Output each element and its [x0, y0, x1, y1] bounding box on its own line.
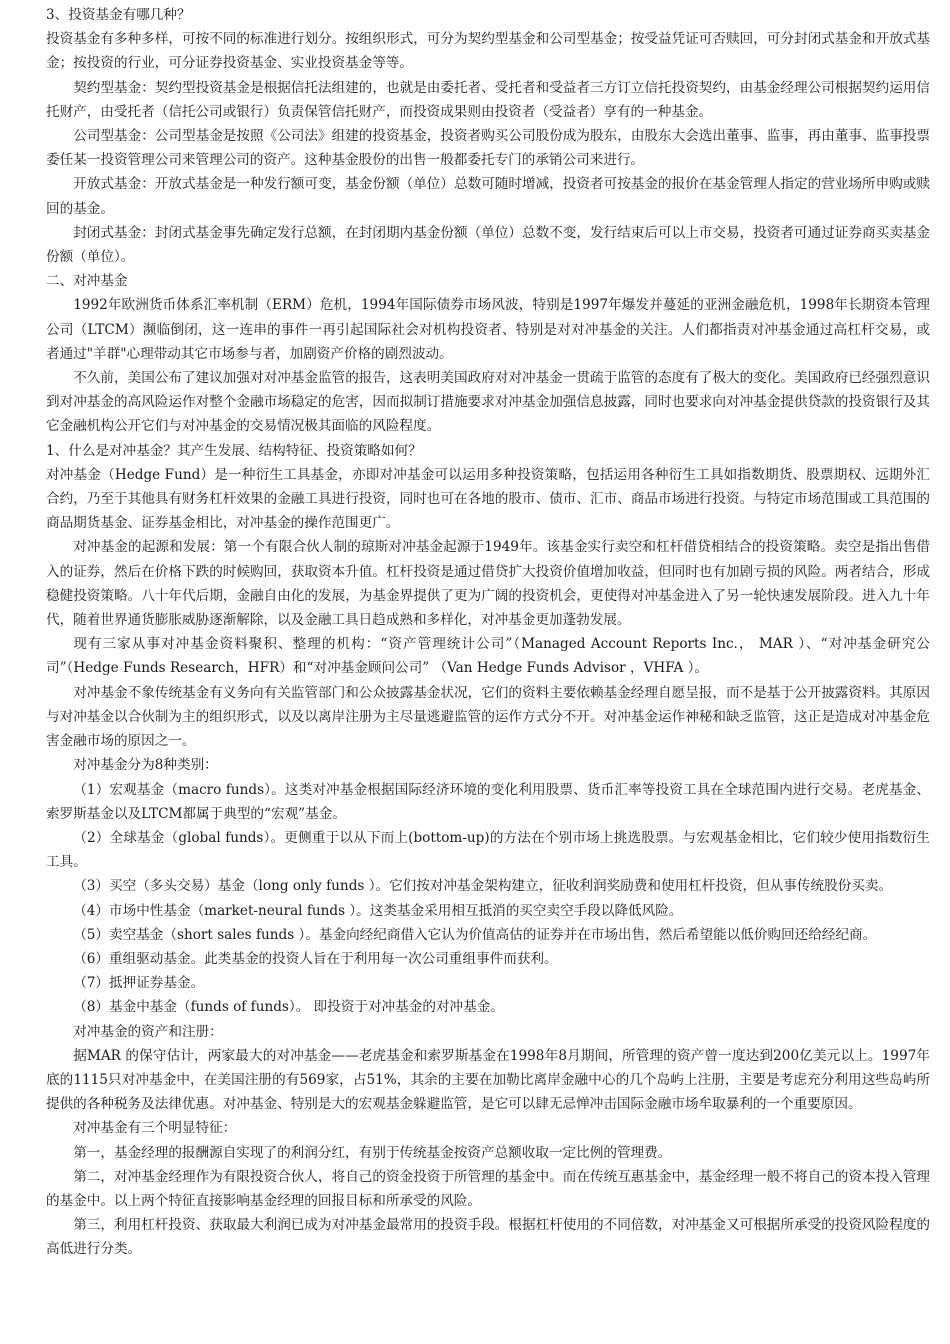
paragraph: （8）基金中基金（funds of funds）。 即投资于对冲基金的对冲基金。: [73, 999, 504, 1016]
paragraph: 对冲基金的资产和注册：: [73, 1023, 223, 1040]
paragraph: 对冲基金（Hedge Fund）是一种衍生工具基金，亦即对冲基金可以运用多种投资策略，包括运用各种衍生工具如指数期货、股票期权、远期外汇合约，乃至于其他具有财务杠杆效果的金融工具进行投资，同时也可在各地的股市、债市、汇市、商品市场进行投资。与特定市场范围或工具范围的商品期货基金、证券基金相比，对冲基金的操作范围更广。: [46, 466, 930, 532]
paragraph: 3、投资基金有哪几种？: [46, 7, 191, 23]
paragraph: 封闭式基金：封闭式基金事先确定发行总额，在封闭期内基金份额（单位）总数不变，发行结束后可以上市交易，投资者可通过证券商买卖基金份额（单位）。: [46, 224, 930, 266]
paragraph: （6）重组驱动基金。此类基金的投资人旨在于利用每一次公司重组事件而获利。: [73, 950, 558, 967]
paragraph: （2）全球基金（global funds）。更侧重于以从下而上(bottom-up)的方法在个别市场上挑选股票。与宏观基金相比，它们较少使用指数衍生工具。: [46, 829, 930, 871]
paragraph: （1）宏观基金（macro funds）。这类对冲基金根据国际经济环境的变化利用股票、货币汇率等投资工具在全球范围内进行交易。老虎基金、索罗斯基金以及LTCM都属于典型的“宏观”基金。: [46, 781, 930, 822]
paragraph: 对冲基金不象传统基金有义务向有关监管部门和公众披露基金状况，它们的资料主要依赖基金经理自愿呈报，而不是基于公开披露资料。其原因与对冲基金以合伙制为主的组织形式，以及以离岸注册为主尽量逃避监管的运作方式分不开。对冲基金运作神秘和缺乏监管，这正是造成对冲基金危害金融市场的原因之一。: [46, 684, 930, 750]
paragraph: 对冲基金有三个明显特征：: [73, 1120, 237, 1137]
paragraph: 不久前，美国公布了建议加强对对冲基金监管的报告，这表明美国政府对对冲基金一贯疏于监管的态度有了极大的变化。美国政府已经强烈意识到对冲基金的高风险运作对整个金融市场稳定的危害，因而拟制订措施要求对冲基金加强信息披露，同时也要求向对冲基金提供贷款的投资银行及其它金融机构公开它们与对冲基金的交易情况极其面临的风险程度。: [46, 370, 930, 435]
document-body: [46, 3, 930, 1262]
paragraph: （5）卖空基金（short sales funds ）。基金向经纪商借入它认为价值高估的证券并在市场出售，然后希望能以低价购回还给经纪商。: [73, 926, 877, 943]
paragraph: 第一，基金经理的报酬源自实现了的利润分红，有别于传统基金按资产总额收取一定比例的管理费。: [73, 1144, 672, 1161]
paragraph: 对冲基金分为8种类别：: [73, 757, 218, 774]
paragraph: 开放式基金：开放式基金是一种发行额可变，基金份额（单位）总数可随时增减，投资者可按基金的报价在基金管理人指定的营业场所申购或赎回的基金。: [46, 176, 930, 217]
paragraph: （4）市场中性基金（market-neural funds ）。这类基金采用相互抵消的买空卖空手段以降低风险。: [73, 902, 683, 919]
paragraph: 1、什么是对冲基金？其产生发展、结构特征、投资策略如何？: [46, 442, 422, 459]
paragraph: 第三，利用杠杆投资、获取最大利润已成为对冲基金最常用的投资手段。根据杠杆使用的不同倍数，对冲基金又可根据所承受的投资风险程度的高低进行分类。: [46, 1217, 930, 1258]
paragraph: 对冲基金的起源和发展：第一个有限合伙人制的琼斯对冲基金起源于1949年。该基金实行卖空和杠杆借贷相结合的投资策略。卖空是指出售借入的证券，然后在价格下跌的时候购回，获取资本升值。杠杆投资是通过借贷扩大投资价值增加收益，但同时也有加剧亏损的风险。两者结合，形成稳健投资策略。八十年代后期，金融自由化的发展，为基金界提供了更为广阔的投资机会，更使得对冲基金进入了另一轮快速发展阶段。进入九十年代，随着世界通货膨胀威胁逐渐解除，以及金融工具日趋成熟和多样化，对冲基金更加蓬勃发展。: [46, 539, 930, 629]
paragraph: 公司型基金：公司型基金是按照《公司法》组建的投资基金，投资者购买公司股份成为股东，由股东大会选出董事、监事，再由董事、监事投票委任某一投资管理公司来管理公司的资产。这种基金股份的出售一般都委托专门的承销公司来进行。: [46, 128, 930, 169]
paragraph: 二、对冲基金: [46, 273, 128, 290]
paragraph: 契约型基金：契约型投资基金是根据信托法组建的，也就是由委托者、受托者和受益者三方订立信托投资契约，由基金经理公司根据契约运用信托财产，由受托者（信托公司或银行）负责保管信托财产，而投资成果则由投资者（受益者）享有的一种基金。: [46, 79, 930, 120]
paragraph: 第二，对冲基金经理作为有限投资合伙人，将自己的资金投资于所管理的基金中。而在传统互惠基金中，基金经理一般不将自己的资本投入管理的基金中。以上两个特征直接影响基金经理的回报目标和所承受的风险。: [46, 1168, 930, 1209]
paragraph: 据MAR 的保守估计，两家最大的对冲基金——老虎基金和索罗斯基金在1998年8月期间，所管理的资产曾一度达到200亿美元以上。1997年底的1115只对冲基金中，在美国注册的有569家，占51%，其余的主要在加勒比离岸金融中心的几个岛屿上注册，主要是考虑充分利用这些岛屿所提供的各种税务及法律优惠。对冲基金、特别是大的宏观基金躲避监管，是它可以肆无忌惮冲击国际金融市场牟取暴利的一个重要原因。: [46, 1047, 930, 1113]
paragraph: （7）抵押证券基金。: [73, 975, 205, 992]
paragraph: （3）买空（多头交易）基金（long only funds ）。它们按对冲基金架构建立，征收利润奖励费和使用杠杆投资，但从事传统股份买卖。: [73, 878, 893, 895]
paragraph: 现有三家从事对冲基金资料聚积、整理的机构：“资产管理统计公司”（Managed Account Reports Inc.， MAR ）、“对冲基金研究公司”（Hedge Funds Research，HFR）和“对冲基金顾问公司” （Van Hedge Funds Advisor ，VHFA ）。: [46, 636, 930, 677]
paragraph: 1992年欧洲货币体系汇率机制（ERM）危机，1994年国际债券市场风波，特别是1997年爆发并蔓延的亚洲金融危机，1998年长期资本管理公司（LTCM）濒临倒闭，这一连串的事件一再引起国际社会对机构投资者、特别是对对冲基金的关注。人们都指责对冲基金通过高杠杆交易，或者通过"羊群"心理带动其它市场参与者，加剧资产价格的剧烈波动。: [46, 297, 930, 362]
paragraph: 投资基金有多种多样，可按不同的标准进行划分。按组织形式，可分为契约型基金和公司型基金；按受益凭证可否赎回，可分封闭式基金和开放式基金；按投资的行业，可分证券投资基金、实业投资基金等等。: [46, 31, 930, 72]
